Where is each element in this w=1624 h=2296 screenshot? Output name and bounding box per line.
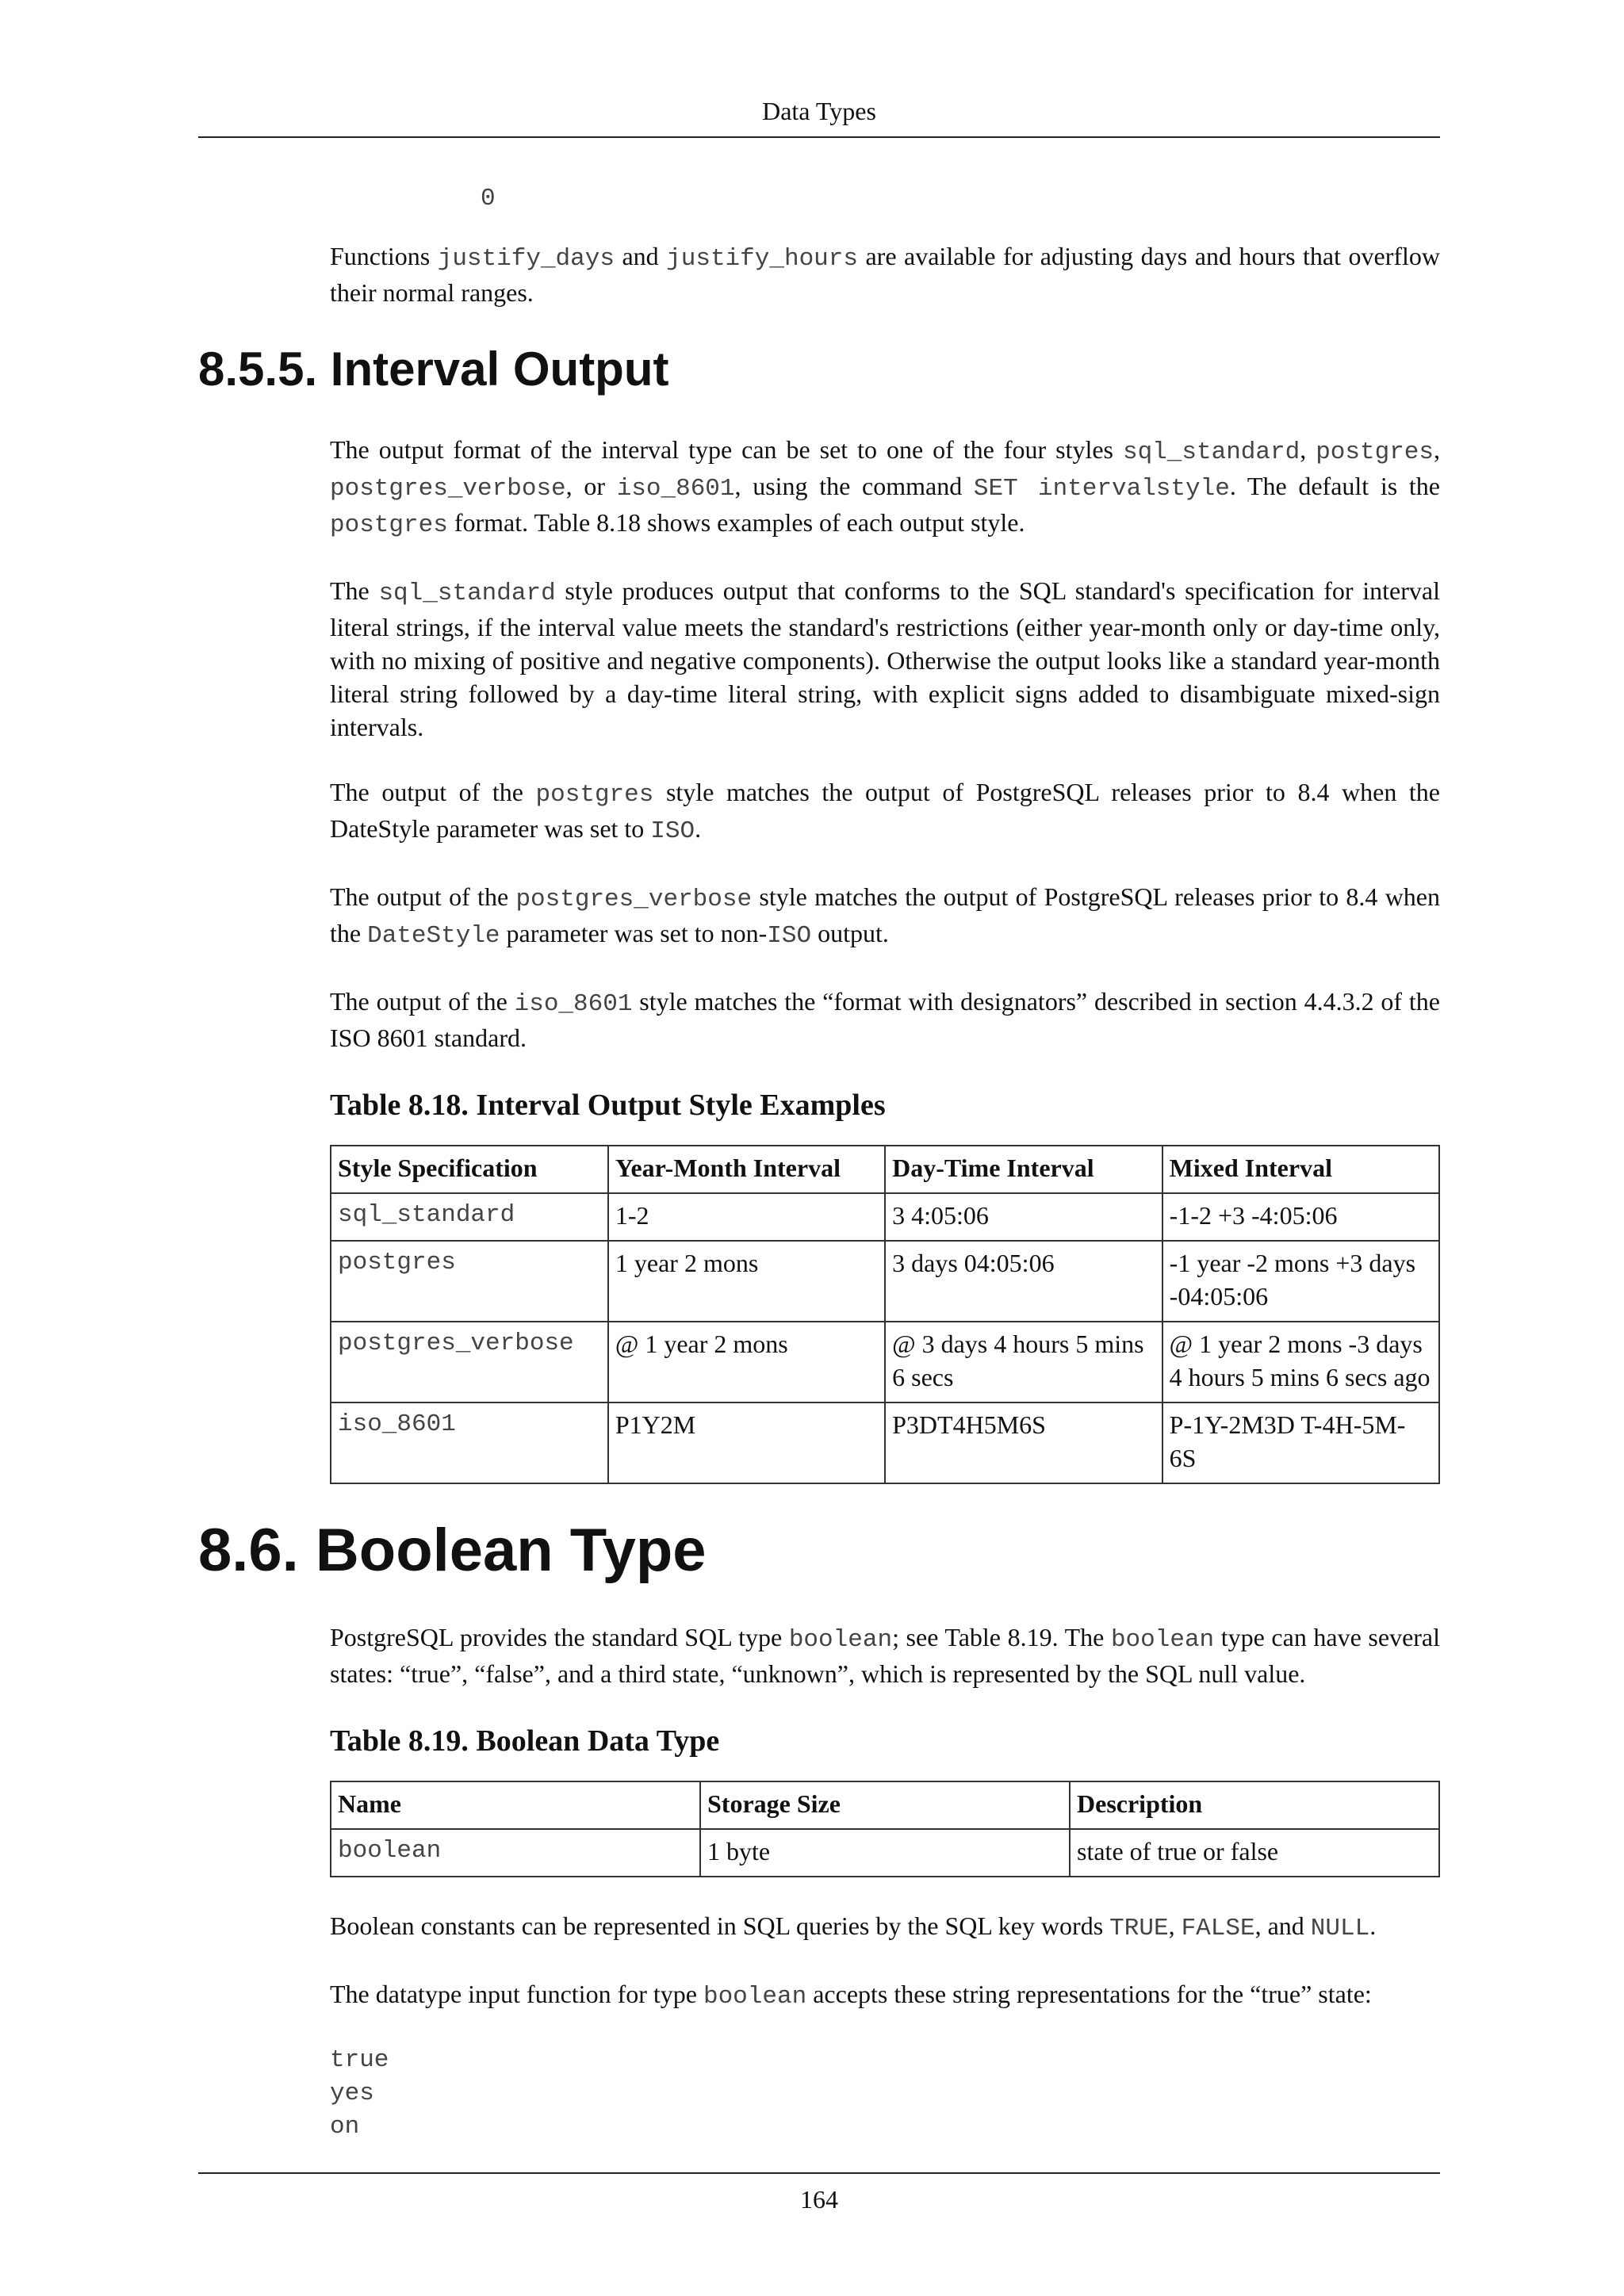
table-header-row	[331, 1781, 1439, 1829]
table-cell: -1 year -2 mons +3 days -04:05:06	[1162, 1241, 1439, 1322]
code-justify-days: justify_days	[437, 245, 615, 273]
table-cell: -1-2 +3 -4:05:06	[1162, 1193, 1439, 1241]
paragraph-sql-standard-style: The sql_standard style produces output that conforms to the SQL standard's specification for interval literal strings, if the interval value meets the standard's restrictions (either year-month only or day-time only, with no mixing of positive and negative components). Otherwise the output looks like a standard year-month literal string followed by a day-time literal string, with explicit signs added to disambiguate mixed-sign intervals.	[330, 576, 1441, 741]
table-row	[331, 1193, 1439, 1241]
table-cell: state of true or false	[1070, 1829, 1439, 1877]
paragraph-postgres-style: The output of the postgres style matches the output of PostgreSQL releases prior to 8.4 when the DateStyle parameter was set to ISO.	[330, 778, 1441, 845]
table-boolean-data-type	[330, 1781, 1440, 1877]
table-cell: postgres_verbose	[331, 1322, 608, 1402]
paragraph-postgres-verbose-style: The output of the postgres_verbose style matches the output of PostgreSQL releases prior to 8.4 when the DateStyle parameter was set to non-ISO output.	[330, 882, 1441, 950]
paragraph-boolean-input: The datatype input function for type boolean accepts these string representations for the “true” state:	[330, 1980, 1372, 2011]
code-justify-hours: justify_hours	[666, 245, 858, 273]
table-caption-8-19: Table 8.19. Boolean Data Type	[330, 1724, 720, 1758]
paragraph-boolean-intro: PostgreSQL provides the standard SQL type boolean; see Table 8.19. The boolean type can have several states: “true”, “false”, and a third state, “unknown”, which is represented by the SQL null value.	[330, 1623, 1441, 1688]
table-cell: postgres	[331, 1241, 608, 1322]
table-cell: @ 1 year 2 mons	[608, 1322, 885, 1402]
table-cell: 1 byte	[700, 1829, 1070, 1877]
table-cell: @ 3 days 4 hours 5 mins 6 secs	[885, 1322, 1162, 1402]
paragraph-interval-styles: The output format of the interval type can be set to one of the four styles sql_standard, postgres, postgres_verbose, or iso_8601, using the command SET intervalstyle. The default is the postgres format. Table 8.18 shows examples of each output style.	[330, 435, 1441, 539]
table-cell: 1 year 2 mons	[608, 1241, 885, 1322]
paragraph-justify-functions: Functions justify_days and justify_hours are available for adjusting days and hours that overflow their normal ranges.	[330, 242, 1440, 307]
table-cell: @ 1 year 2 mons -3 days 4 hours 5 mins 6 secs ago	[1162, 1322, 1439, 1402]
table-header-row	[331, 1146, 1439, 1193]
table-cell: P1Y2M	[608, 1402, 885, 1483]
paragraph-boolean-constants: Boolean constants can be represented in SQL queries by the SQL key words TRUE, FALSE, and NULL.	[330, 1911, 1377, 1942]
table-header-cell: Year-Month Interval	[608, 1146, 885, 1193]
table-row	[331, 1402, 1439, 1483]
page-content	[198, 182, 1440, 2144]
table-header-cell: Day-Time Interval	[885, 1146, 1162, 1193]
table-interval-output-styles	[330, 1145, 1440, 1484]
page-header: Data Types	[762, 97, 876, 125]
table-cell: 1-2	[608, 1193, 885, 1241]
table-header-cell: Description	[1070, 1781, 1439, 1829]
table-cell: iso_8601	[331, 1402, 608, 1483]
page-number: 164	[800, 2185, 838, 2214]
table-cell: P3DT4H5M6S	[885, 1402, 1162, 1483]
table-cell: 3 4:05:06	[885, 1193, 1162, 1241]
table-header-cell: Mixed Interval	[1162, 1146, 1439, 1193]
header-rule	[198, 136, 1440, 138]
section-heading-boolean-type: 8.6. Boolean Type	[198, 1517, 707, 1584]
code-snippet: 0	[481, 185, 496, 212]
code-line: true	[330, 2046, 389, 2074]
true-values-list	[330, 2044, 1440, 2144]
table-header-cell: Style Specification	[331, 1146, 608, 1193]
table-caption-8-18: Table 8.18. Interval Output Style Examples	[330, 1089, 886, 1122]
table-cell: sql_standard	[331, 1193, 608, 1241]
table-header-cell: Name	[331, 1781, 700, 1829]
table-row	[331, 1322, 1439, 1402]
footer-rule	[198, 2172, 1440, 2174]
table-header-cell: Storage Size	[700, 1781, 1070, 1829]
code-line: on	[330, 2113, 360, 2141]
table-row	[331, 1829, 1439, 1877]
paragraph-iso-8601-style: The output of the iso_8601 style matches the “format with designators” described in section 4.4.3.2 of the ISO 8601 standard.	[330, 987, 1441, 1052]
table-row	[331, 1241, 1439, 1322]
code-line: yes	[330, 2080, 374, 2107]
section-heading-interval-output: 8.5.5. Interval Output	[198, 342, 669, 396]
table-cell: 3 days 04:05:06	[885, 1241, 1162, 1322]
table-cell: boolean	[331, 1829, 700, 1877]
table-cell: P-1Y-2M3D T-4H-5M-6S	[1162, 1402, 1439, 1483]
